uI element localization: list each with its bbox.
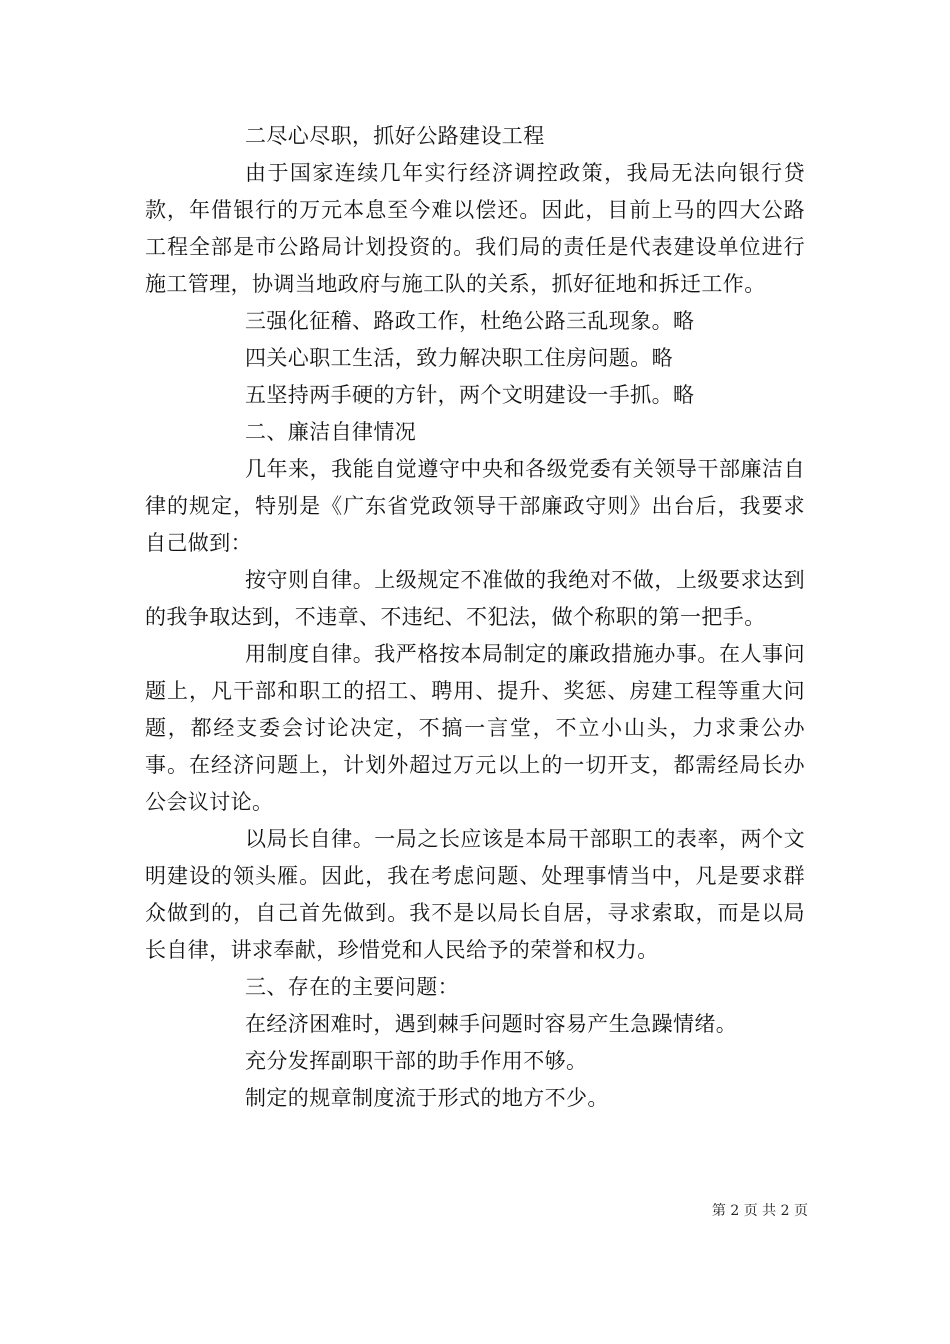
heading-integrity-self-discipline: 二、廉洁自律情况: [245, 420, 417, 444]
problem-item-formalism: 制定的规章制度流于形式的地方不少。: [245, 1086, 609, 1110]
page-number-footer: 第 2 页 共 2 页: [711, 1203, 808, 1219]
paragraph-integrity-intro: 几年来，我能自觉遵守中央和各级党委有关领导干部廉洁自律的规定，特别是《广东省党政领导干部廉政守则》出台后，我要求自己做到：: [145, 457, 805, 555]
paragraph-discipline-by-system: 用制度自律。我严格按本局制定的廉政措施办事。在人事问题上，凡干部和职工的招工、聘用、提升、奖惩、房建工程等重大问题，都经支委会讨论决定，不搞一言堂，不立小山头，力求秉公办事。在经济问题上，计划外超过万元以上的一切开支，都需经局长办公会议讨论。: [145, 642, 805, 814]
problem-item-impatience: 在经济困难时，遇到棘手问题时容易产生急躁情绪。: [245, 1012, 738, 1036]
problem-item-deputy-role: 充分发挥副职干部的助手作用不够。: [245, 1049, 588, 1073]
paragraph-discipline-as-director: 以局长自律。一局之长应该是本局干部职工的表率，两个文明建设的领头雁。因此，我在考虑问题、处理事情当中，凡是要求群众做到的，自己首先做到。我不是以局长自居，寻求索取，而是以局长自律，讲求奉献，珍惜党和人民给予的荣誉和权力。: [145, 827, 805, 962]
item-two-civilizations: 五坚持两手硬的方针，两个文明建设一手抓。略: [245, 383, 695, 407]
item-toll-road-administration: 三强化征稽、路政工作，杜绝公路三乱现象。略: [245, 309, 695, 333]
paragraph-discipline-by-code: 按守则自律。上级规定不准做的我绝对不做，上级要求达到的我争取达到，不违章、不违纪、不犯法，做个称职的第一把手。: [145, 568, 805, 629]
item-staff-housing: 四关心职工生活，致力解决职工住房问题。略: [245, 346, 673, 370]
document-body: [145, 118, 805, 1117]
heading-highway-construction: 二尽心尽职，抓好公路建设工程: [245, 124, 545, 148]
paragraph-highway-construction: 由于国家连续几年实行经济调控政策，我局无法向银行贷款，年借银行的万元本息至今难以偿还。因此，目前上马的四大公路工程全部是市公路局计划投资的。我们局的责任是代表建设单位进行施工管理，协调当地政府与施工队的关系，抓好征地和拆迁工作。: [145, 161, 805, 296]
heading-main-problems: 三、存在的主要问题：: [245, 975, 459, 999]
